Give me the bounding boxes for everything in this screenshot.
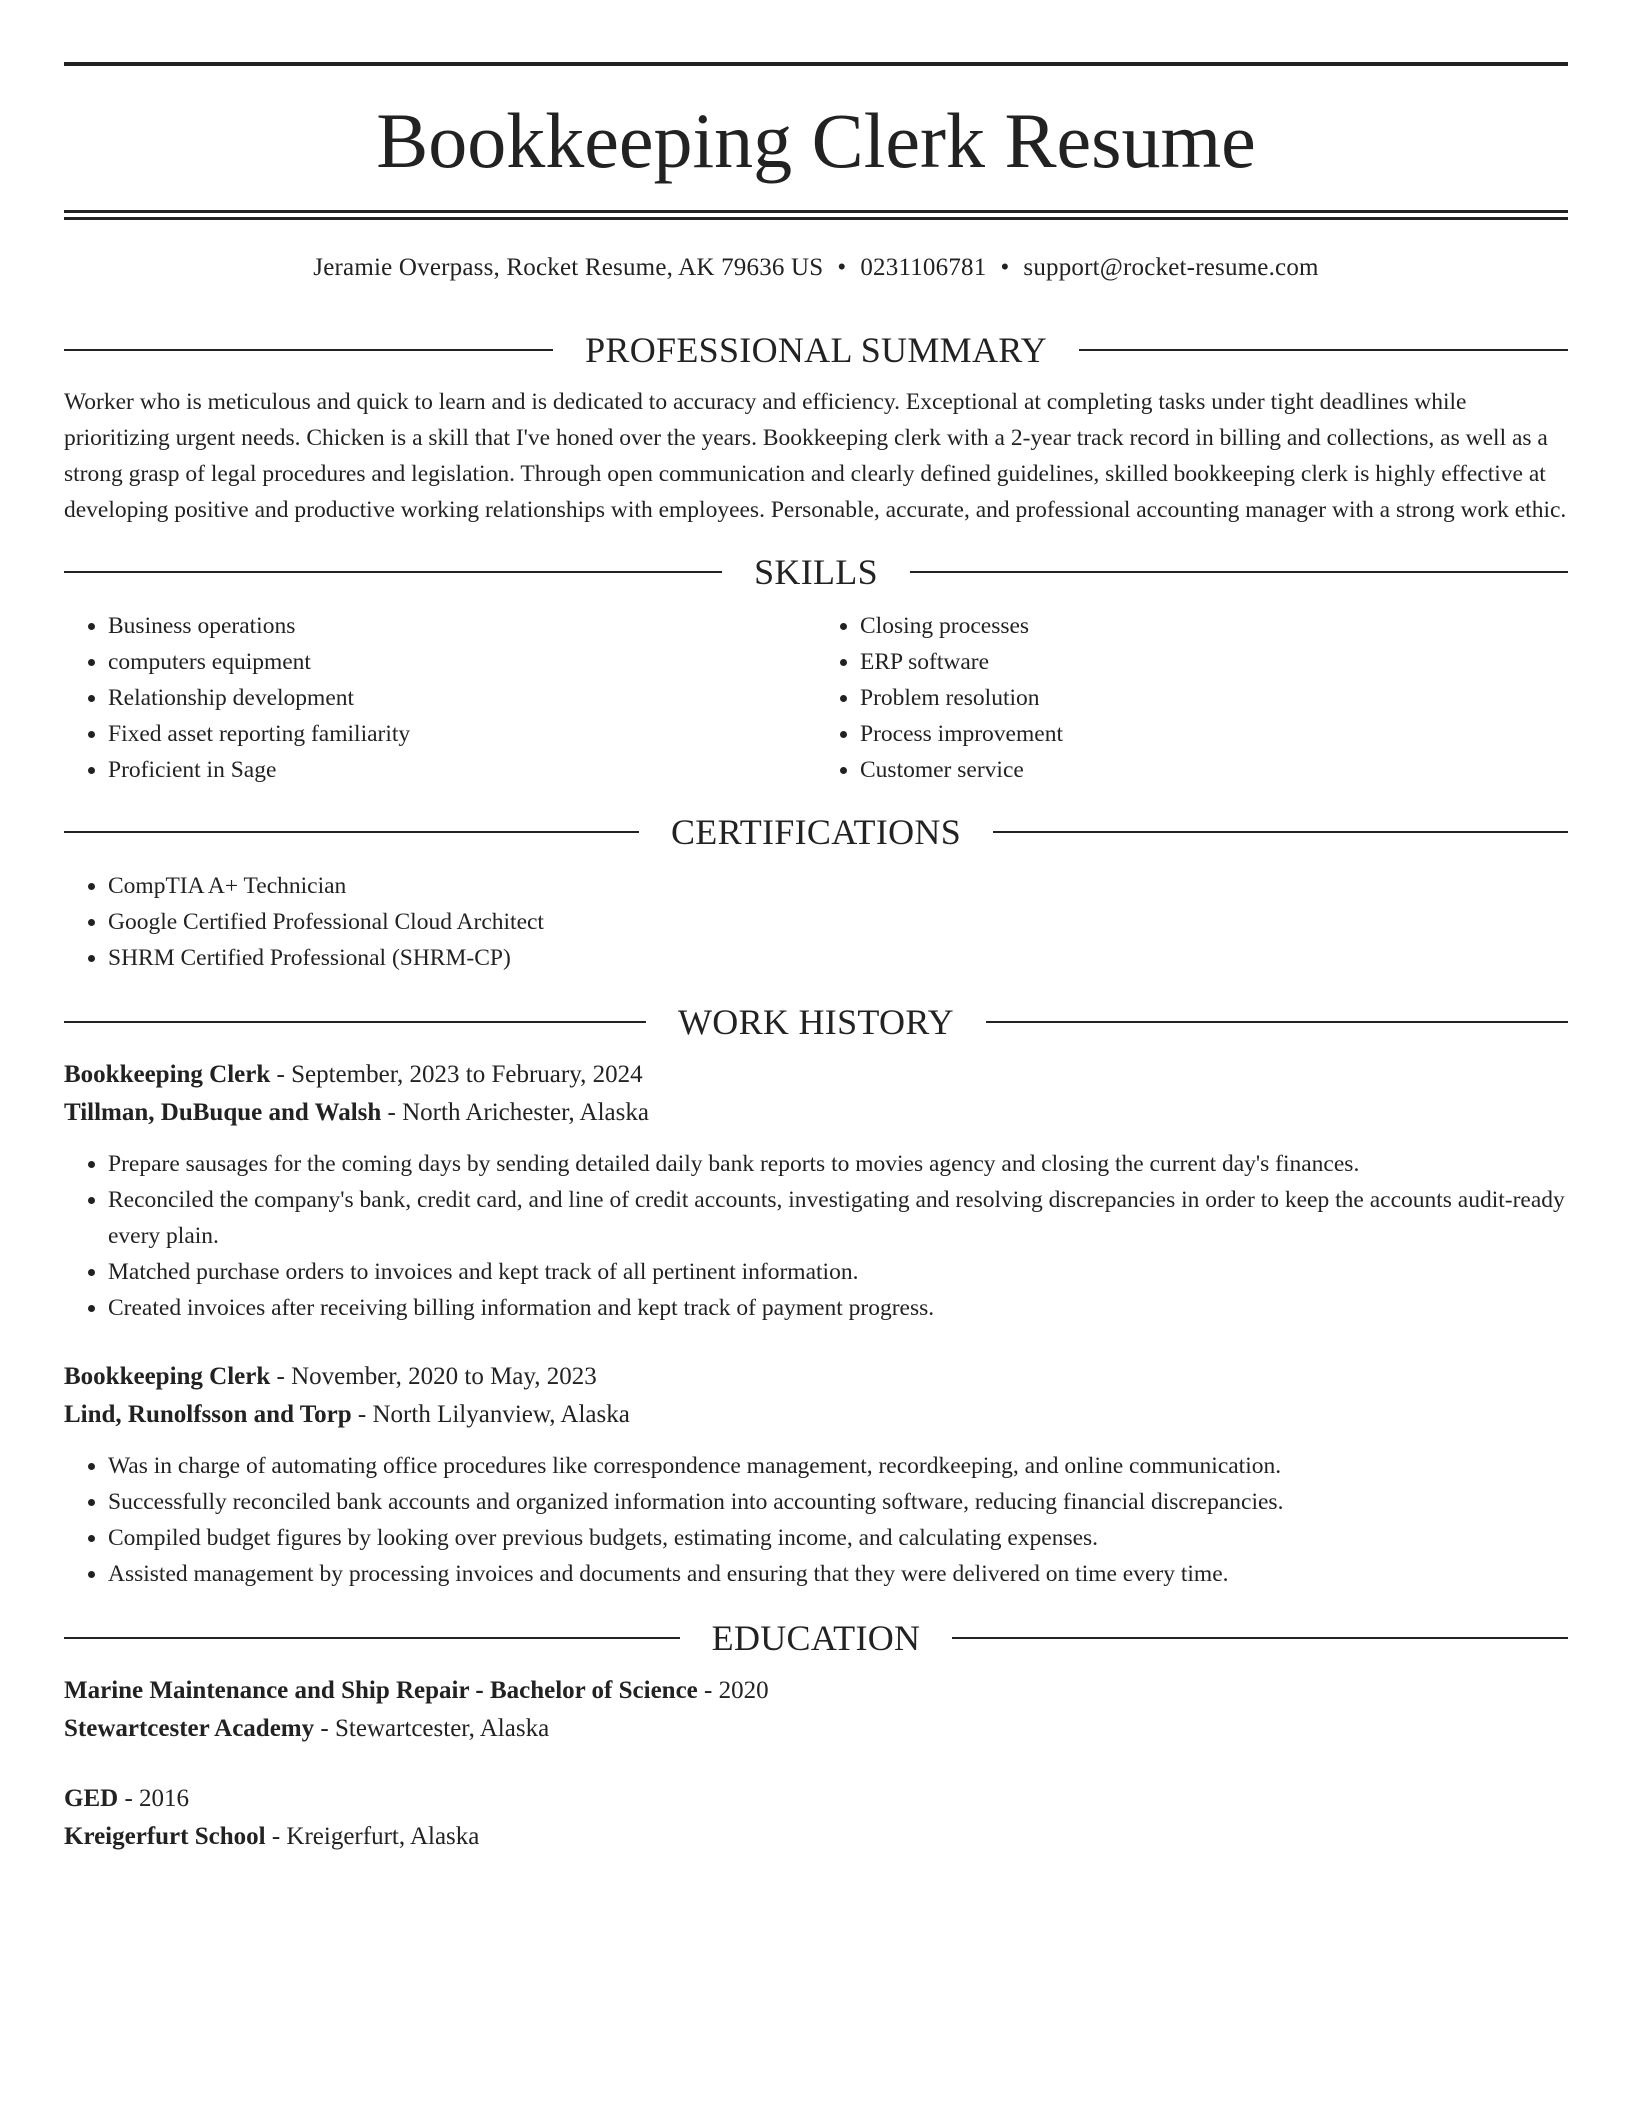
skill-item: • Customer service (860, 752, 1568, 788)
job-dates: - September, 2023 to February, 2024 (270, 1061, 643, 1088)
section-header-work (64, 1004, 1568, 1040)
job-location: - North Lilyanview, Alaska (351, 1401, 630, 1428)
job-company-line (64, 1094, 1568, 1132)
skill-item: • ERP software (860, 644, 1568, 680)
job-bullet: • Reconciled the company's bank, credit card, and line of credit accounts, investigating and resolving discrepancies in order to keep the accounts audit-ready every plain. (108, 1182, 1568, 1254)
job-bullet: • Compiled budget figures by looking over previous budgets, estimating income, and calculating expenses. (108, 1520, 1568, 1556)
education-degree-line (64, 1672, 1568, 1710)
skill-item: • computers equipment (108, 644, 816, 680)
section-rule (64, 831, 639, 833)
resume-title: Bookkeeping Clerk Resume (376, 97, 1256, 184)
education-entry (64, 1780, 1568, 1856)
job-bullet: • Prepare sausages for the coming days by sending detailed daily bank reports to movies agency and closing the current day's finances. (108, 1146, 1568, 1182)
education-location: - Kreigerfurt, Alaska (265, 1823, 480, 1850)
skills-columns (64, 608, 1568, 788)
education-degree: GED (64, 1785, 119, 1812)
certification-item: • Google Certified Professional Cloud Architect (108, 904, 1568, 940)
section-rule (64, 1637, 680, 1639)
contact-separator: • (1000, 254, 1010, 281)
section-title-skills: SKILLS (754, 552, 878, 592)
job-entry (64, 1358, 1568, 1592)
skill-item: • Business operations (108, 608, 816, 644)
section-rule (993, 831, 1568, 833)
section-header-education (64, 1620, 1568, 1656)
education-school: Kreigerfurt School (64, 1823, 266, 1850)
section-header-skills (64, 554, 1568, 590)
job-bullet: • Successfully reconciled bank accounts and organized information into accounting software, reducing financial discrepancies. (108, 1484, 1568, 1520)
education-school: Stewartcester Academy (64, 1715, 315, 1742)
job-bullet: • Was in charge of automating office procedures like correspondence management, recordkeeping, and online communication. (108, 1448, 1568, 1484)
education-school-line (64, 1710, 1568, 1748)
skills-list-left (64, 608, 816, 788)
skill-item: • Fixed asset reporting familiarity (108, 716, 816, 752)
section-rule (986, 1021, 1568, 1023)
section-rule (64, 571, 722, 573)
job-title-line (64, 1358, 1568, 1396)
summary-text: Worker who is meticulous and quick to learn and is dedicated to accuracy and efficiency. Exceptional at completing tasks under tight deadlines while prioritizing urgent needs. Chicken is a skill that I've honed over the years. Bookkeeping clerk with a 2-year track record in billing and collections, as well as a strong grasp of legal procedures and legislation. Through open communication and clearly defined guidelines, skilled bookkeeping clerk is highly effective at developing positive and productive working relationships with employees. Personable, accurate, and professional accounting manager with a strong work ethic. (64, 389, 1567, 523)
skill-item: • Relationship development (108, 680, 816, 716)
contact-address: Jeramie Overpass, Rocket Resume, AK 79636 US (313, 254, 824, 281)
skill-item: • Problem resolution (860, 680, 1568, 716)
job-bullet: • Matched purchase orders to invoices and kept track of all pertinent information. (108, 1254, 1568, 1290)
top-rule (64, 62, 1568, 66)
section-title-education: EDUCATION (711, 1618, 921, 1658)
section-title-summary: PROFESSIONAL SUMMARY (585, 330, 1047, 370)
section-rule (64, 349, 553, 351)
job-company: Lind, Runolfsson and Torp (64, 1401, 352, 1428)
education-degree-line (64, 1780, 1568, 1818)
certification-item: • CompTIA A+ Technician (108, 868, 1568, 904)
contact-email: support@rocket-resume.com (1023, 254, 1319, 281)
section-rule (1079, 349, 1568, 351)
section-rule (910, 571, 1568, 573)
title-double-rule (64, 210, 1568, 220)
skill-item: • Closing processes (860, 608, 1568, 644)
certification-item: • SHRM Certified Professional (SHRM-CP) (108, 940, 1568, 976)
job-title-line (64, 1056, 1568, 1094)
section-title-work: WORK HISTORY (678, 1002, 954, 1042)
job-bullets (64, 1448, 1568, 1592)
education-school-line (64, 1818, 1568, 1856)
education-year: - 2016 (118, 1785, 190, 1812)
job-dates: - November, 2020 to May, 2023 (270, 1363, 597, 1390)
skills-list-right (816, 608, 1568, 788)
job-bullet: • Assisted management by processing invoices and documents and ensuring that they were delivered on time every time. (108, 1556, 1568, 1592)
section-header-summary (64, 332, 1568, 368)
contact-separator: • (837, 254, 847, 281)
section-rule (952, 1637, 1568, 1639)
contact-phone: 0231106781 (860, 254, 987, 281)
skill-item: • Proficient in Sage (108, 752, 816, 788)
job-title: Bookkeeping Clerk (64, 1061, 271, 1088)
skill-item: • Process improvement (860, 716, 1568, 752)
contact-line (64, 254, 1568, 282)
job-company-line (64, 1396, 1568, 1434)
section-rule (64, 1021, 646, 1023)
job-bullet: • Created invoices after receiving billing information and kept track of payment progress. (108, 1290, 1568, 1326)
education-entry (64, 1672, 1568, 1748)
section-header-certifications (64, 814, 1568, 850)
job-entry (64, 1056, 1568, 1326)
education-year: - 2020 (697, 1677, 769, 1704)
job-title: Bookkeeping Clerk (64, 1363, 271, 1390)
section-title-certifications: CERTIFICATIONS (670, 812, 962, 852)
job-location: - North Arichester, Alaska (381, 1099, 649, 1126)
certifications-list (64, 868, 1568, 976)
education-location: - Stewartcester, Alaska (314, 1715, 550, 1742)
job-company: Tillman, DuBuque and Walsh (64, 1099, 382, 1126)
job-bullets (64, 1146, 1568, 1326)
education-degree: Marine Maintenance and Ship Repair - Bachelor of Science (64, 1677, 698, 1704)
